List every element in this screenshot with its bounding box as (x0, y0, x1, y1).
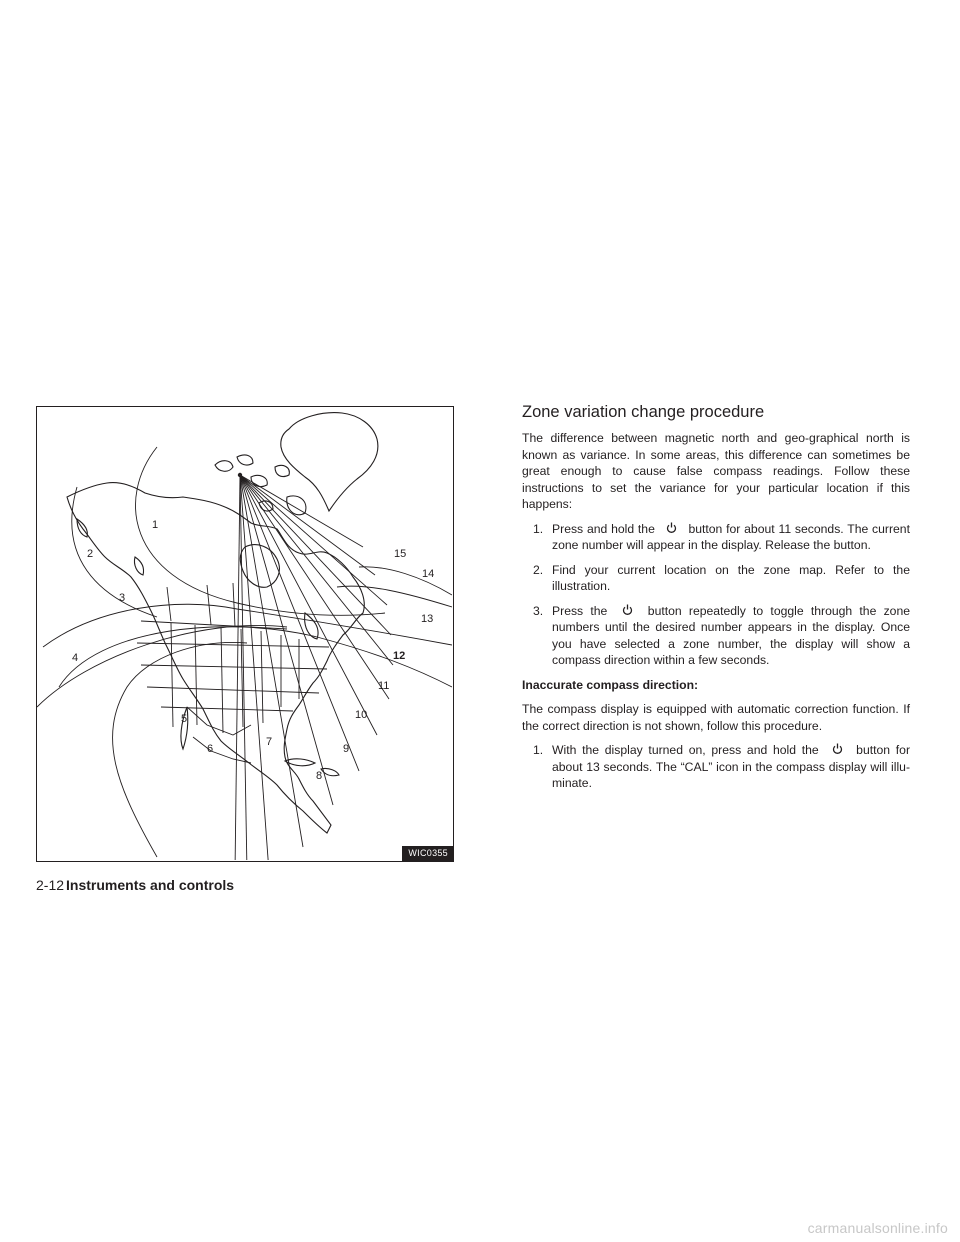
step-text: Press the (552, 603, 608, 618)
zone-label-7: 7 (266, 736, 273, 748)
power-button-icon (615, 604, 641, 616)
calibration-heading: Inaccurate compass direction: (522, 677, 699, 692)
zone-label-1: 1 (152, 519, 159, 531)
power-button-icon (824, 743, 850, 755)
zone-label-9: 9 (343, 743, 350, 755)
zone-label-15: 15 (394, 548, 407, 560)
step-number: 1. (533, 743, 544, 757)
step-number: 1. (533, 521, 544, 536)
zone-label-13: 13 (421, 613, 434, 625)
step-text: Find your current location on the zone map. Refer to the illustration. (552, 562, 910, 593)
page-number: 2-12 (36, 877, 65, 893)
zone-map (37, 407, 452, 860)
calibration-intro: The compass display is equipped with automatic correction function. If the correct direction is not shown, follow this procedure. (522, 702, 910, 733)
step-text: Press and hold the (552, 521, 655, 536)
step-number: 3. (533, 603, 544, 618)
intro-paragraph: The difference between magnetic north and geo-graphical north is known as variance. In some areas, this difference can sometimes be great enough to cause false compass readings. Follow these instructions to set the variance for your particular location if this happens: (522, 431, 910, 511)
step-text: button for about 13 seconds. The “CAL” icon in the compass display will illu-minate. (552, 743, 911, 790)
zone-label-3: 3 (119, 592, 126, 604)
zone-label-8: 8 (316, 770, 323, 782)
power-button-icon (659, 522, 685, 534)
section-title: Zone variation change procedure (522, 403, 765, 421)
zone-label-10: 10 (355, 709, 368, 721)
zone-label-12: 12 (393, 650, 406, 662)
page-footer (36, 876, 234, 894)
zone-label-6: 6 (207, 743, 214, 755)
zone-label-14: 14 (422, 568, 435, 580)
figure-code: WIC0355 (402, 846, 453, 861)
watermark: carmanualsonline.info (807, 1220, 948, 1236)
right-column (500, 402, 910, 800)
step-text: With the display turned on, press and hold the (552, 743, 819, 757)
step-item (522, 521, 910, 554)
step-text: button repeatedly to toggle through the zone numbers until the desired number appears in the display. Once you have selected a zone number, the display will show a compass direction within a few seconds. (552, 603, 911, 667)
step-item (522, 603, 910, 669)
step-item (522, 742, 910, 792)
zone-label-11: 11 (378, 680, 390, 692)
zone-map-figure (36, 406, 454, 862)
step-item (522, 562, 910, 595)
chapter-title: Instruments and controls (66, 877, 235, 893)
zone-label-2: 2 (87, 548, 94, 560)
zone-steps-list (522, 521, 910, 669)
zone-label-5: 5 (181, 713, 188, 725)
zone-label-4: 4 (72, 652, 79, 664)
calibration-steps-list (522, 742, 910, 792)
step-text: button for about 11 seconds. The current zone number will appear in the display. Release the button. (552, 521, 910, 552)
step-number: 2. (533, 562, 544, 577)
